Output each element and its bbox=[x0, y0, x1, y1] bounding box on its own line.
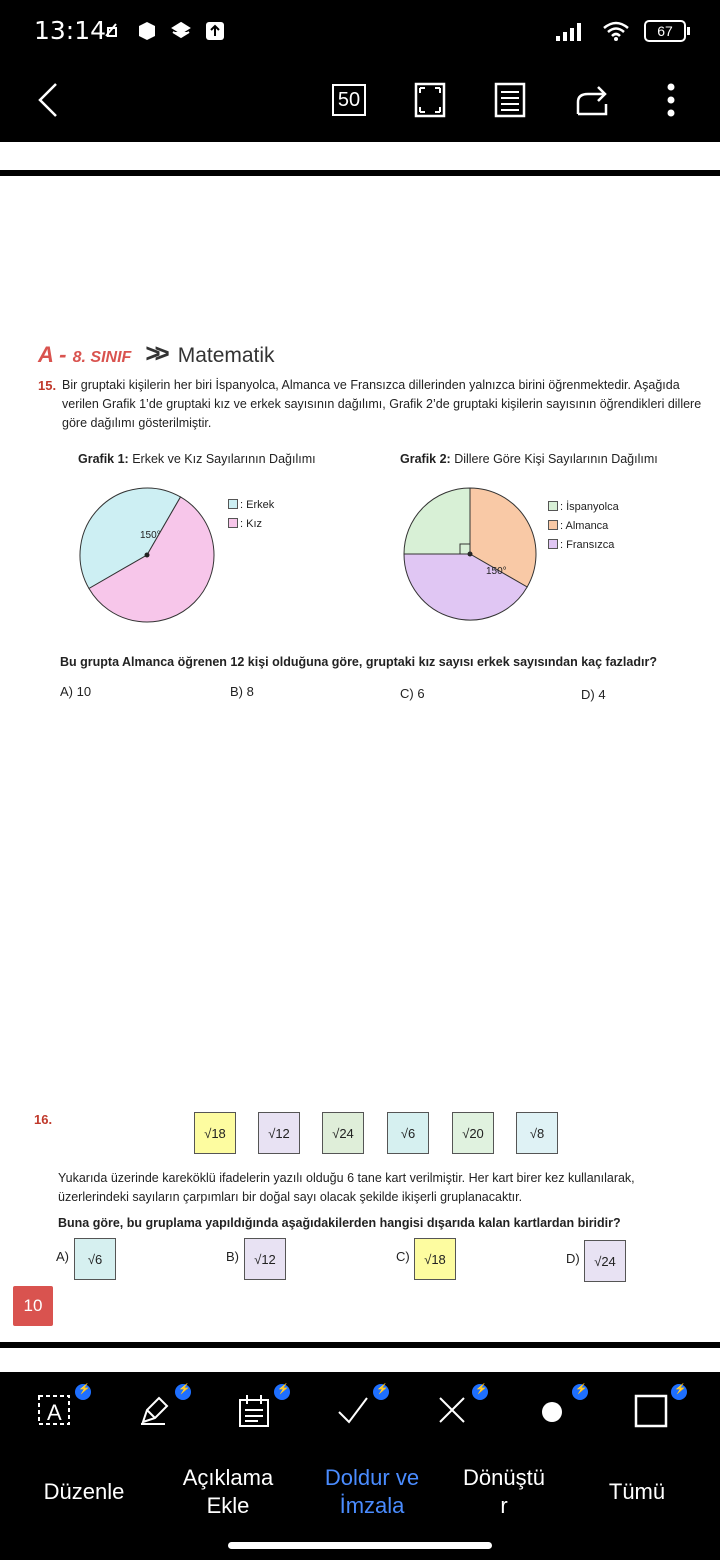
q16-option-b[interactable]: B) bbox=[226, 1249, 239, 1264]
q15-option-d[interactable]: D) 4 bbox=[581, 687, 606, 702]
premium-badge-icon bbox=[671, 1384, 687, 1400]
premium-badge-icon bbox=[572, 1384, 588, 1400]
date-tool[interactable] bbox=[236, 1392, 276, 1432]
more-options-icon[interactable] bbox=[664, 82, 678, 118]
card-sqrt8: √8 bbox=[516, 1112, 558, 1154]
q16-option-d[interactable]: D) bbox=[566, 1251, 580, 1266]
q15-option-a[interactable]: A) 10 bbox=[60, 684, 92, 699]
subject-label: Matematik bbox=[177, 344, 275, 367]
q16-option-d-card[interactable]: √24 bbox=[584, 1240, 626, 1282]
legend-item-erkek: : Erkek bbox=[228, 496, 274, 515]
question-15-prompt: Bu grupta Almanca öğrenen 12 kişi olduğuna göre, gruptaki kız sayısı erkek sayısından kaç fazladır? bbox=[60, 655, 657, 669]
status-time: 13:14 bbox=[34, 16, 107, 45]
checkmark-icon bbox=[335, 1392, 371, 1428]
next-page-strip bbox=[0, 1348, 720, 1372]
status-icons bbox=[102, 20, 226, 42]
q16-option-c[interactable]: C) bbox=[396, 1249, 410, 1264]
tab-doldur-ve-imzala[interactable]: Doldur ve İmzala bbox=[324, 1465, 420, 1518]
chevrons-icon: >> bbox=[145, 338, 164, 368]
question-16-text: Yukarıda üzerinde kareköklü ifadelerin yazılı olduğu 6 tane kart verilmiştir. Her kart birer kez kullanılarak, üzerlerindeki sayıların çarpımları bir doğal sayı olacak şekilde ikişerli gruplanacaktır. bbox=[58, 1171, 635, 1204]
legend-item-ispanyolca: : İspanyolca bbox=[548, 498, 619, 517]
premium-badge-icon bbox=[75, 1384, 91, 1400]
signal-icon bbox=[554, 20, 588, 42]
pie-center-dot bbox=[145, 553, 150, 558]
q15-option-c[interactable]: C) 6 bbox=[400, 686, 425, 701]
grade-label: A - 8. SINIF bbox=[38, 342, 132, 367]
cube-icon bbox=[136, 20, 158, 42]
premium-badge-icon bbox=[175, 1384, 191, 1400]
upload-icon bbox=[204, 20, 226, 42]
question-16-number: 16. bbox=[34, 1112, 53, 1127]
card-sqrt24: √24 bbox=[322, 1112, 364, 1154]
tab-tumu[interactable]: Tümü bbox=[608, 1479, 666, 1504]
annotation-tools bbox=[0, 1372, 720, 1454]
fullscreen-icon[interactable] bbox=[414, 82, 446, 118]
share-icon[interactable] bbox=[574, 82, 610, 118]
tab-duzenle[interactable]: Düzenle bbox=[43, 1479, 125, 1504]
premium-badge-icon bbox=[274, 1384, 290, 1400]
mute-icon bbox=[102, 20, 124, 42]
tab-donustur[interactable]: Dönüştü r bbox=[463, 1465, 545, 1518]
cross-tool[interactable] bbox=[434, 1392, 474, 1432]
status-bar bbox=[0, 0, 720, 64]
card-sqrt12: √12 bbox=[258, 1112, 300, 1154]
legend-item-almanca: : Almanca bbox=[548, 517, 619, 536]
text-box-icon bbox=[37, 1392, 73, 1428]
question-16-prompt: Buna göre, bu gruplama yapıldığında aşağıdakilerden hangisi dışarıda kalan kartlardan biridir? bbox=[58, 1216, 621, 1230]
checkmark-tool[interactable] bbox=[335, 1392, 375, 1432]
rectangle-icon bbox=[633, 1392, 669, 1428]
text-box-tool[interactable] bbox=[37, 1392, 77, 1432]
question-15-number: 15. bbox=[38, 378, 57, 393]
graph1-legend bbox=[228, 496, 274, 534]
tab-aciklama-ekle[interactable]: Açıklama Ekle bbox=[182, 1465, 274, 1518]
card-sqrt18: √18 bbox=[194, 1112, 236, 1154]
graph2-title: Grafik 2: Dillere Göre Kişi Sayılarının Dağılımı bbox=[400, 452, 658, 466]
graph2-legend bbox=[548, 498, 619, 555]
back-icon[interactable] bbox=[36, 82, 62, 118]
page-number-badge: 10 bbox=[13, 1286, 53, 1326]
graph1-title: Grafik 1: Erkek ve Kız Sayılarının Dağılımı bbox=[78, 452, 316, 466]
q15-option-b[interactable]: B) 8 bbox=[230, 684, 254, 699]
cross-icon bbox=[434, 1392, 470, 1428]
q16-option-c-card[interactable]: √18 bbox=[414, 1238, 456, 1280]
page-header bbox=[38, 338, 275, 369]
pen-icon bbox=[137, 1392, 173, 1428]
dot-tool[interactable] bbox=[534, 1392, 574, 1432]
card-sqrt6: √6 bbox=[387, 1112, 429, 1154]
page-divider bbox=[0, 170, 720, 176]
home-indicator[interactable] bbox=[228, 1542, 492, 1549]
document-page[interactable] bbox=[0, 142, 720, 1372]
calendar-icon bbox=[236, 1392, 272, 1428]
dot-icon bbox=[534, 1392, 570, 1428]
reading-mode-icon[interactable] bbox=[494, 82, 526, 118]
svg-text:A: A bbox=[47, 1400, 62, 1425]
layers-icon bbox=[170, 20, 192, 42]
rectangle-tool[interactable] bbox=[633, 1392, 673, 1432]
angle-annotation: 150° bbox=[140, 530, 161, 541]
wifi-icon bbox=[602, 20, 630, 42]
q16-option-b-card[interactable]: √12 bbox=[244, 1238, 286, 1280]
question-15-text: Bir gruptaki kişilerin her biri İspanyolca, Almanca ve Fransızca dillerinden yalnızca birini öğrenmektedir. Aşağıda verilen Grafik 1’de gruptaki kız ve erkek sayısının dağılımı, Grafik 2’de gruptaki kişilerin sayısının öğrendikleri dillere göre dağılımı gösterilmiştir. bbox=[62, 378, 702, 430]
pie-chart-2 bbox=[402, 486, 538, 622]
premium-badge-icon bbox=[373, 1384, 389, 1400]
q16-option-a[interactable]: A) bbox=[56, 1249, 69, 1264]
card-sqrt20: √20 bbox=[452, 1112, 494, 1154]
pen-tool[interactable] bbox=[137, 1392, 177, 1432]
q16-option-a-card[interactable]: √6 bbox=[74, 1238, 116, 1280]
battery-indicator: 67 bbox=[644, 20, 686, 42]
page-count-button[interactable]: 50 bbox=[332, 84, 366, 116]
legend-item-kiz: : Kız bbox=[228, 515, 274, 534]
pie-chart-1 bbox=[78, 486, 216, 624]
legend-item-fransizca: : Fransızca bbox=[548, 536, 619, 555]
top-toolbar bbox=[0, 64, 720, 142]
angle-annotation: 150° bbox=[486, 566, 507, 577]
premium-badge-icon bbox=[472, 1384, 488, 1400]
